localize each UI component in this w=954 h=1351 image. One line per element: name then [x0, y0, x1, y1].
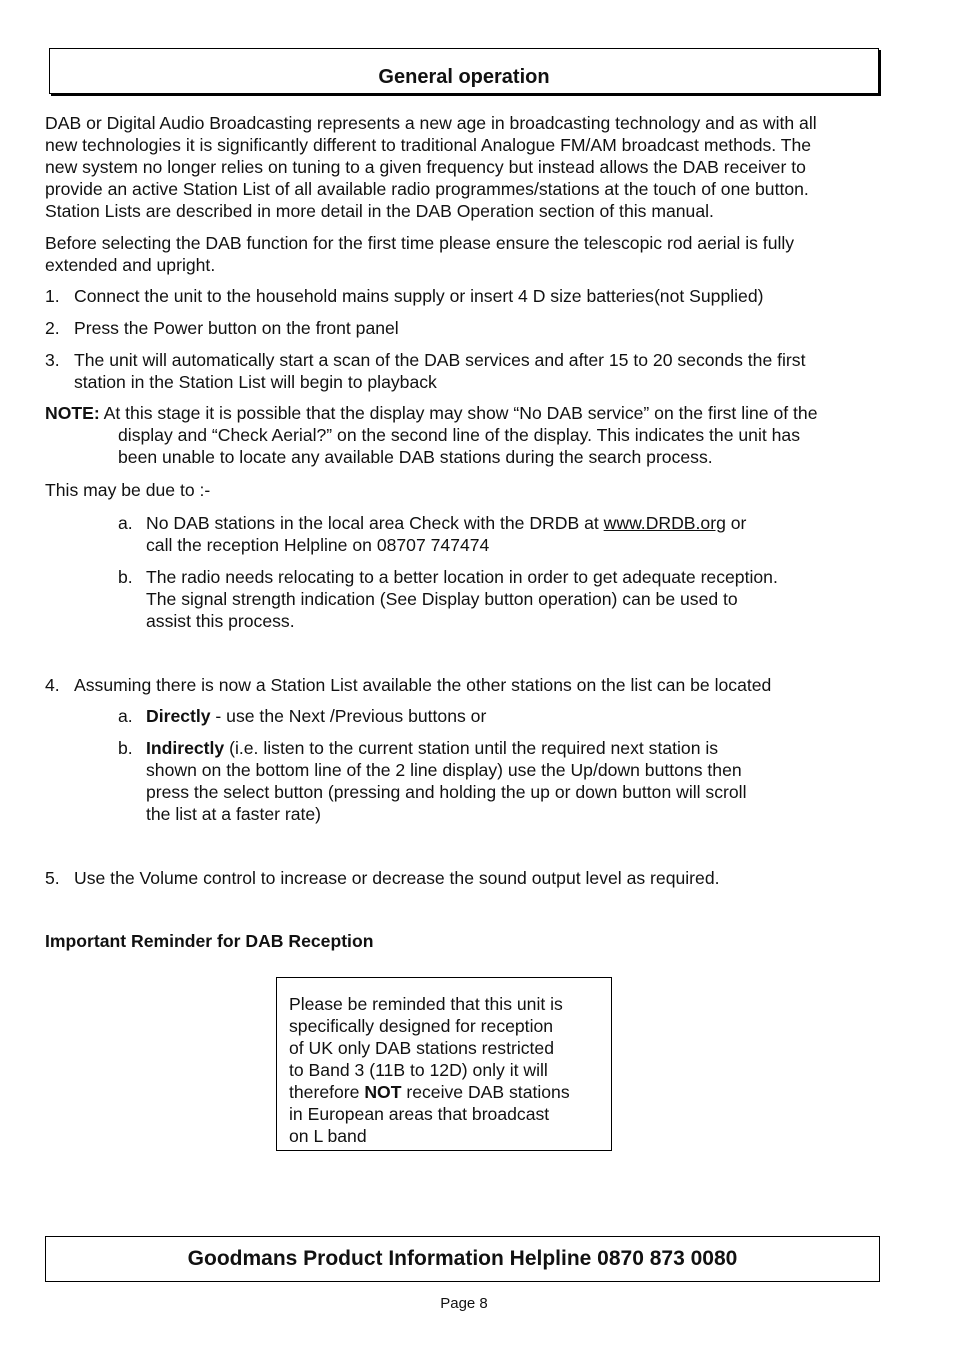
text-line: Please be reminded that this unit is: [289, 994, 563, 1014]
text-line: extended and upright.: [45, 255, 216, 275]
text-span: receive DAB stations: [401, 1082, 570, 1102]
text-line: assist this process.: [146, 611, 295, 631]
note-line: been unable to locate any available DAB stations during the search process.: [118, 447, 713, 467]
text-line: Station Lists are described in more detail in the DAB Operation section of this manual.: [45, 201, 714, 221]
text-line: in European areas that broadcast: [289, 1104, 550, 1124]
reminder-heading: Important Reminder for DAB Reception: [45, 931, 374, 951]
text-span: - use the Next /Previous buttons or: [210, 706, 487, 726]
text-line: call the reception Helpline on 08707 747474: [146, 535, 490, 555]
text-line: The unit will automatically start a scan of the DAB services and after 15 to 20 seconds the first: [74, 350, 806, 370]
step-number: 3.: [45, 350, 60, 370]
step-text: Use the Volume control to increase or decrease the sound output level as required.: [74, 868, 720, 888]
aerial-paragraph: [45, 232, 907, 276]
emphasis-not: NOT: [364, 1082, 402, 1102]
text-span: No DAB stations in the local area Check with the DRDB at: [146, 513, 604, 533]
step-number: 5.: [45, 868, 60, 888]
option-bold: Indirectly: [146, 738, 225, 758]
option-text: [146, 705, 486, 727]
text-line: DAB or Digital Audio Broadcasting represents a new age in broadcasting technology and as with all: [45, 113, 817, 133]
text-line: [146, 737, 906, 759]
drdb-link[interactable]: www.DRDB.org: [603, 513, 726, 533]
text-line: Before selecting the DAB function for the first time please ensure the telescopic rod aerial is fully: [45, 233, 795, 253]
option-bold: Directly: [146, 706, 211, 726]
text-line: to Band 3 (11B to 12D) only it will: [289, 1060, 548, 1080]
step-text: [74, 349, 914, 393]
reason-letter: b.: [118, 567, 133, 587]
text-line: new system no longer relies on tuning to a given frequency but instead allows the DAB receiver to: [45, 157, 806, 177]
step-text: Press the Power button on the front panel: [74, 318, 399, 338]
text-line: shown on the bottom line of the 2 line display) use the Up/down buttons then: [146, 760, 742, 780]
text-line: [289, 1081, 599, 1103]
note-paragraph: [45, 402, 925, 468]
step-text: Connect the unit to the household mains supply or insert 4 D size batteries(not Supplied): [74, 286, 764, 306]
text-line: on L band: [289, 1126, 367, 1146]
text-line: station in the Station List will begin to playback: [74, 372, 437, 392]
reason-letter: a.: [118, 513, 133, 533]
note-label: NOTE:: [45, 403, 100, 423]
step-number: 2.: [45, 318, 60, 338]
option-text: [146, 737, 906, 825]
option-letter: b.: [118, 738, 133, 758]
text-span: or: [725, 513, 747, 533]
step-number: 4.: [45, 675, 60, 695]
step-text: Assuming there is now a Station List available the other stations on the list can be located: [74, 675, 772, 695]
step-number: 1.: [45, 286, 60, 306]
reminder-box: [276, 977, 612, 1151]
note-line: display and “Check Aerial?” on the second line of the display. This indicates the unit has: [118, 425, 800, 445]
note-text: At this stage it is possible that the display may show “No DAB service” on the first line of the: [99, 403, 818, 423]
due-to-text: This may be due to :-: [45, 480, 211, 500]
section-title: General operation: [49, 48, 879, 94]
option-letter: a.: [118, 706, 133, 726]
text-line: new technologies it is significantly different to traditional Analogue FM/AM broadcast methods. The: [45, 135, 812, 155]
reason-text: [146, 566, 906, 632]
text-line: The radio needs relocating to a better location in order to get adequate reception.: [146, 567, 778, 587]
text-line: press the select button (pressing and holding the up or down button will scroll: [146, 782, 747, 802]
page-number: Page 8: [440, 1295, 488, 1312]
helpline-banner: Goodmans Product Information Helpline 0870 873 0080: [45, 1236, 880, 1282]
reason-text: [146, 512, 906, 556]
text-line: provide an active Station List of all available radio programmes/stations at the touch of one button.: [45, 179, 809, 199]
text-line: The signal strength indication (See Display button operation) can be used to: [146, 589, 738, 609]
text-line: the list at a faster rate): [146, 804, 322, 824]
text-span: therefore: [289, 1082, 365, 1102]
text-line: [146, 512, 906, 534]
intro-paragraph: [45, 112, 907, 222]
text-line: specifically designed for reception: [289, 1016, 554, 1036]
text-span: (i.e. listen to the current station until the required next station is: [224, 738, 719, 758]
text-line: of UK only DAB stations restricted: [289, 1038, 554, 1058]
note-line: [45, 402, 925, 424]
